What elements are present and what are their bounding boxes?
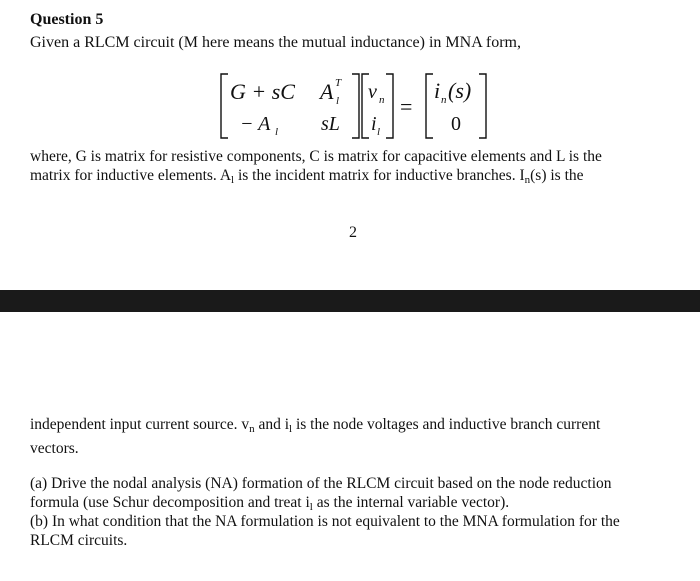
vector-b2: 0 xyxy=(451,113,461,135)
vector-x1: v xyxy=(368,81,377,103)
part-b-line2: RLCM circuits. xyxy=(30,532,128,549)
vector-x1-sub: n xyxy=(379,94,385,106)
vector-x-right-bracket xyxy=(386,74,393,138)
question-title: Question 5 xyxy=(30,11,104,28)
paragraph-continuation xyxy=(30,415,680,458)
matrix-a22: sL xyxy=(321,113,340,135)
matrix-a21: − A xyxy=(240,113,271,135)
paragraph-definitions-line2: matrix for inductive elements. $A_l$ is the incident matrix for inductive branches. $I_n(s)$ is the xyxy=(30,167,584,186)
matrix-a-right-bracket xyxy=(352,74,359,138)
matrix-a12-sub: l xyxy=(336,95,340,107)
paragraph-continuation-line1: independent input current source. $v_n$ and $i_l$ is the node voltages and inductive branch current xyxy=(30,416,601,435)
matrix-a11: G + sC xyxy=(230,79,295,104)
vector-b1-arg: (s) xyxy=(448,78,472,103)
paragraph-definitions xyxy=(30,147,680,190)
matrix-a21-sub: l xyxy=(275,126,279,138)
vector-b1-sub: n xyxy=(441,94,447,106)
vector-b1: i xyxy=(434,78,441,103)
part-b xyxy=(30,512,680,550)
paragraph-definitions-line1: where, G is matrix for resistive components, C is matrix for capacitive elements and L is the xyxy=(30,148,602,165)
matrix-a-left-bracket xyxy=(221,74,228,138)
part-b-line1: (b) In what condition that the NA formulation is not equivalent to the MNA formulation for the xyxy=(30,513,620,530)
part-a-line1: (a) Drive the nodal analysis (NA) formation of the RLCM circuit based on the node reduction xyxy=(30,475,612,492)
vector-x2: i xyxy=(371,113,377,135)
page-number: 2 xyxy=(349,224,357,241)
equals-sign: = xyxy=(400,94,413,119)
page-divider xyxy=(0,290,700,312)
matrix-a12: A xyxy=(320,79,334,104)
vector-b-left-bracket xyxy=(426,74,433,138)
vector-b-right-bracket xyxy=(479,74,486,138)
question-intro: Given a RLCM circuit (M here means the mutual inductance) in MNA form, xyxy=(30,34,521,51)
part-a xyxy=(30,474,680,517)
part-a-line2: formula (use Schur decomposition and treat $i_l$ as the internal variable vector). xyxy=(30,494,510,513)
matrix-a12-sup: T xyxy=(335,77,342,89)
vector-x2-sub: l xyxy=(377,126,381,138)
paragraph-continuation-line2: vectors. xyxy=(30,440,79,457)
mna-equation xyxy=(0,68,700,144)
